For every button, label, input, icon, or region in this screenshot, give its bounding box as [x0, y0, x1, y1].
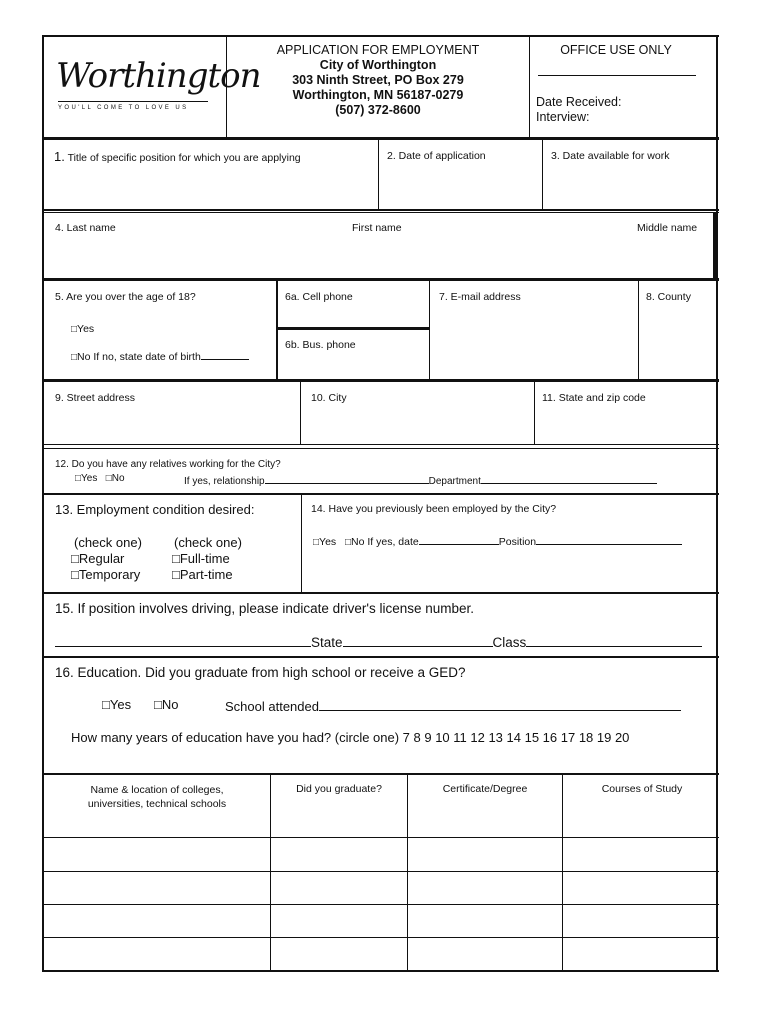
age-no-checkbox[interactable]: □: [71, 352, 78, 363]
school-attended-label: School attended: [225, 699, 319, 714]
state-zip-label: 11. State and zip code: [542, 392, 646, 404]
years-of-education-label[interactable]: How many years of education have you had? (circle one) 7 8 9 10 11 12 13 14 15 16 17 18 19 20: [71, 730, 630, 745]
date-of-application-field[interactable]: [379, 140, 542, 209]
temporary-checkbox[interactable]: □: [71, 567, 79, 582]
school-attended-line[interactable]: [319, 696, 681, 711]
education-table-row[interactable]: [44, 838, 716, 871]
col-header-institution: Name & location of colleges, universities, technical schools: [87, 784, 227, 810]
hs-yes-label: Yes: [109, 697, 132, 712]
drivers-license-label: 15. If position involves driving, please indicate driver's license number.: [55, 601, 475, 616]
regular-label: Regular: [78, 551, 125, 566]
street-address-field[interactable]: [44, 382, 300, 444]
street-address-label: 9. Street address: [55, 392, 135, 404]
previously-employed-label: 14. Have you previously been employed by the City?: [311, 503, 557, 515]
business-phone-label: 6b. Bus. phone: [285, 339, 356, 351]
employed-position-line[interactable]: [536, 533, 682, 545]
col-header-graduated: Did you graduate?: [296, 783, 382, 795]
employed-yes-label: Yes: [319, 536, 337, 548]
office-use-block: [536, 43, 716, 124]
education-table-row[interactable]: [44, 872, 716, 904]
education-table-row[interactable]: [44, 905, 716, 937]
relatives-no-label: No: [111, 473, 125, 484]
temporary-label: Temporary: [78, 567, 141, 582]
age-yes-label: Yes: [77, 323, 95, 335]
relationship-label: If yes, relationship: [184, 476, 265, 487]
age-yes-checkbox[interactable]: □: [71, 324, 78, 335]
date-available-field[interactable]: [543, 140, 716, 209]
license-state-line[interactable]: [343, 632, 493, 647]
last-name-label: 4. Last name: [55, 222, 116, 234]
hs-yes-checkbox[interactable]: □: [102, 697, 110, 712]
age-no-label: No If no, state date of birth: [77, 351, 201, 363]
check-one-label-2: (check one): [174, 535, 242, 550]
check-one-label-1: (check one): [74, 535, 142, 550]
city-label: 10. City: [311, 392, 347, 404]
cell-phone-field[interactable]: [278, 281, 429, 327]
col-header-courses: Courses of Study: [601, 783, 683, 795]
date-of-birth-line[interactable]: [201, 348, 249, 360]
department-line[interactable]: [481, 472, 657, 484]
date-of-application-label: 2. Date of application: [387, 150, 486, 162]
interview-label: Interview:: [536, 110, 590, 124]
logo-wordmark: Worthington: [56, 56, 261, 96]
relatives-field: [44, 449, 716, 493]
logo-tagline: YOU'LL COME TO LOVE US: [58, 105, 189, 111]
form-title-block: [228, 43, 528, 118]
license-number-line[interactable]: [55, 632, 311, 647]
license-class-label: Class: [492, 635, 527, 650]
form-title: APPLICATION FOR EMPLOYMENT: [276, 43, 480, 57]
relationship-line[interactable]: [265, 472, 429, 484]
county-label: 8. County: [646, 291, 691, 303]
employment-condition-field: [44, 495, 301, 592]
part-time-checkbox[interactable]: □: [172, 567, 180, 582]
full-time-label: Full-time: [179, 551, 230, 566]
part-time-label: Part-time: [179, 567, 233, 582]
relatives-no-checkbox[interactable]: □: [105, 473, 112, 484]
department-label: Department: [428, 476, 481, 487]
first-name-label: First name: [352, 222, 402, 234]
org-phone: (507) 372-8600: [335, 103, 421, 117]
county-field[interactable]: [639, 281, 716, 379]
org-address-line1: 303 Ninth Street, PO Box 279: [292, 73, 464, 87]
city-field[interactable]: [301, 382, 534, 444]
position-title-field[interactable]: [44, 140, 378, 209]
age-18-label: 5. Are you over the age of 18?: [55, 291, 196, 303]
full-time-checkbox[interactable]: □: [172, 551, 180, 566]
hs-no-checkbox[interactable]: □: [154, 697, 162, 712]
education-table-row[interactable]: [44, 938, 716, 970]
email-label: 7. E-mail address: [439, 291, 521, 303]
regular-checkbox[interactable]: □: [71, 551, 79, 566]
office-use-line[interactable]: [538, 75, 696, 76]
license-class-line[interactable]: [526, 632, 702, 647]
employed-date-label: If yes, date: [367, 536, 419, 548]
org-address-line2: Worthington, MN 56187-0279: [292, 88, 464, 102]
email-field[interactable]: [430, 281, 638, 379]
employed-position-label: Position: [498, 536, 537, 548]
office-use-title: OFFICE USE ONLY: [560, 43, 672, 57]
hs-no-label: No: [161, 697, 179, 712]
employed-no-label: No: [351, 536, 365, 548]
middle-name-label: Middle name: [637, 222, 698, 234]
employed-date-line[interactable]: [419, 533, 499, 545]
education-table-header: [44, 775, 716, 837]
relatives-yes-label: Yes: [81, 473, 98, 484]
state-zip-field[interactable]: [535, 382, 716, 444]
age-18-field: [44, 281, 276, 379]
education-field: [44, 658, 716, 773]
relatives-yes-checkbox[interactable]: □: [75, 473, 82, 484]
education-label: 16. Education. Did you graduate from high school or receive a GED?: [55, 665, 466, 680]
cell-phone-label: 6a. Cell phone: [285, 291, 353, 303]
license-state-label: State: [311, 635, 343, 650]
col-header-degree: Certificate/Degree: [442, 783, 528, 795]
employed-yes-checkbox[interactable]: □: [313, 537, 320, 548]
drivers-license-field: [44, 594, 716, 656]
business-phone-field[interactable]: [278, 330, 429, 379]
employed-no-checkbox[interactable]: □: [344, 537, 351, 548]
org-name: City of Worthington: [319, 58, 437, 72]
name-field[interactable]: [44, 213, 713, 278]
logo: [52, 52, 261, 122]
field-number: 1.: [54, 149, 65, 164]
employment-condition-label: 13. Employment condition desired:: [55, 502, 255, 517]
relatives-label: 12. Do you have any relatives working for the City?: [55, 459, 281, 470]
previously-employed-field: [302, 495, 716, 592]
position-title-label: Title of specific position for which you are applying: [67, 152, 301, 164]
date-received-label: Date Received:: [536, 95, 622, 109]
date-available-label: 3. Date available for work: [551, 150, 670, 162]
